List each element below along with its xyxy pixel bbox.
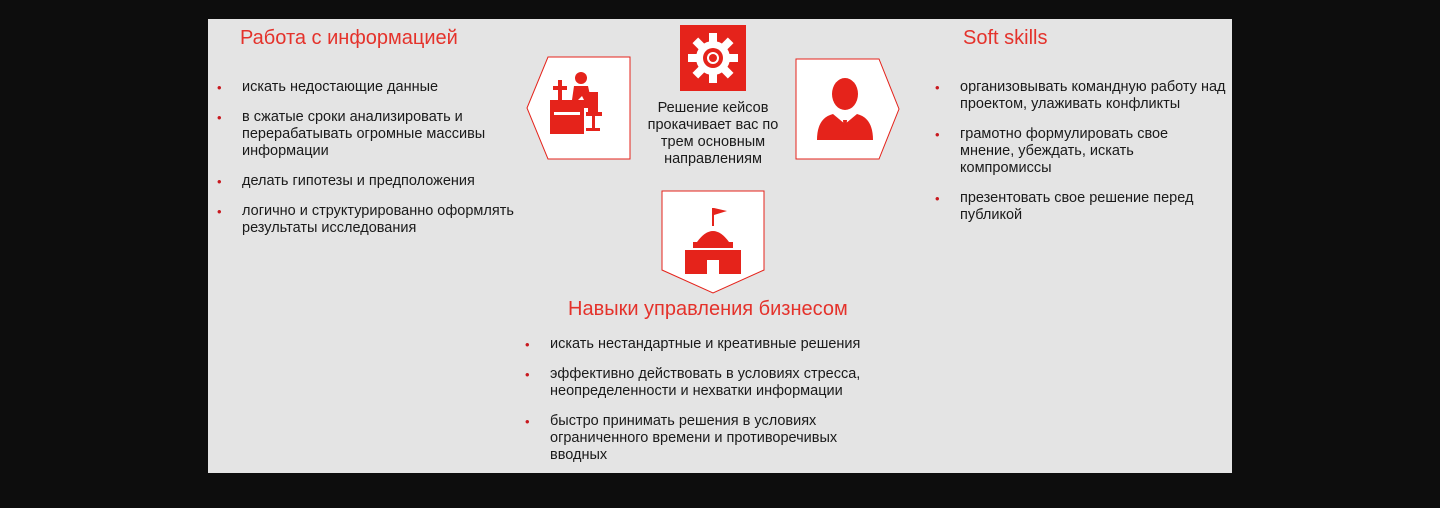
list-item: • организовывать командную работу над проектом, улаживать конфликты: [926, 79, 1226, 113]
list-item: • грамотно формулировать свое мнение, убеждать, искать компромиссы: [926, 126, 1226, 177]
list-item: • быстро принимать решения в условиях ограниченного времени и противоречивых вводных: [516, 413, 896, 464]
building-flag-icon: [661, 190, 765, 294]
right-title: Soft skills: [963, 27, 1048, 49]
desk-worker-icon: [526, 56, 632, 160]
slide: [208, 19, 1232, 473]
bottom-title: Навыки управления бизнесом: [568, 298, 848, 320]
person-icon: [795, 58, 901, 160]
left-list: [208, 79, 518, 250]
list-item: • искать нестандартные и креативные решения: [516, 336, 896, 353]
right-list: [926, 79, 1226, 237]
list-item: • презентовать свое решение перед публикой: [926, 190, 1226, 224]
bottom-list: [516, 336, 896, 473]
list-item: • в сжатые сроки анализировать и перерабатывать огромные массивы информации: [208, 109, 518, 160]
left-title: Работа с информацией: [240, 27, 458, 49]
gear-icon: [680, 25, 746, 91]
list-item: • искать недостающие данные: [208, 79, 518, 96]
center-caption: Решение кейсов прокачивает вас по трем основным направлениям: [647, 100, 779, 167]
list-item: • логично и структурированно оформлять результаты исследования: [208, 203, 518, 237]
list-item: • делать гипотезы и предположения: [208, 173, 518, 190]
list-item: • эффективно действовать в условиях стресса, неопределенности и нехватки информации: [516, 366, 896, 400]
